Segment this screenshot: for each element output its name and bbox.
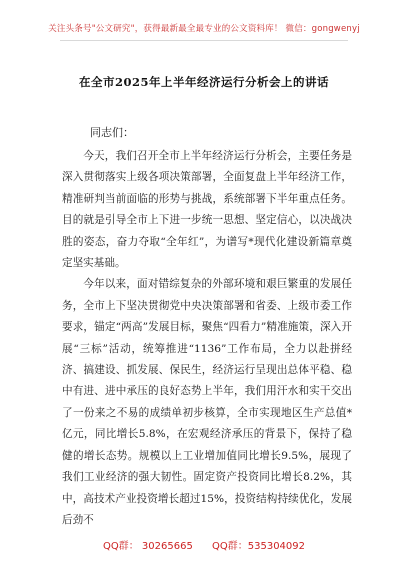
salutation: 同志们： [90, 126, 134, 139]
document-title: 在全市2025年上半年经济运行分析会上的讲话 [78, 75, 329, 89]
paragraph: 今年以来，面对错综复杂的外部环境和艰巨繁重的发展任务，全市上下坚决贯彻党中央决策部署和省委、上级市委工作要求，锚定“两高”发展目标，聚焦“四看力”精准施策，深入开展“三标”活动，统筹推进“1136”工作布局，全力以赴拼经济、搞建设、抓发展、保民生，经济运行呈现出总体平稳、稳中有进、进中承压的良好态势上半年，我们用汗水和实干交出了一份来之不易的成绩单初步核算，全市实现地区生产总值*亿元，同比增长5.8%，在宏观经济承压的背景下，保持了稳健的增长态势。规模以上工业增加值同比增长9.5%，展现了我们工业经济的强大韧性。固定资产投资同比增长8.2%，其中，高技术产业投资增长超过15%，投资结构持续优化，发展后劲不 [62, 278, 352, 526]
footer-qq-group-2: QQ群：535304092 [212, 541, 306, 552]
footer [0, 537, 408, 552]
header-divider [60, 40, 348, 41]
footer-qq-group-1: QQ群： 30265665 [102, 541, 193, 552]
paragraph: 今天，我们召开全市上半年经济运行分析会，主要任务是深入贯彻落实上级各项决策部署，全面复盘上半年经济工作，精准研判当前面临的形势与挑战，系统部署下半年重点任务。目的就是引导全市上下进一步统一思想、坚定信心，以决战决胜的姿态，奋力夺取“全年红”，为谱写*现代化建设新篇章奠定坚实基础。 [62, 150, 352, 270]
header-promo-text: 关注头条号"公文研究"，获得最新最全最专业的公文资料库！ 微信：gongwenyj [48, 24, 360, 34]
document-body [62, 146, 352, 531]
